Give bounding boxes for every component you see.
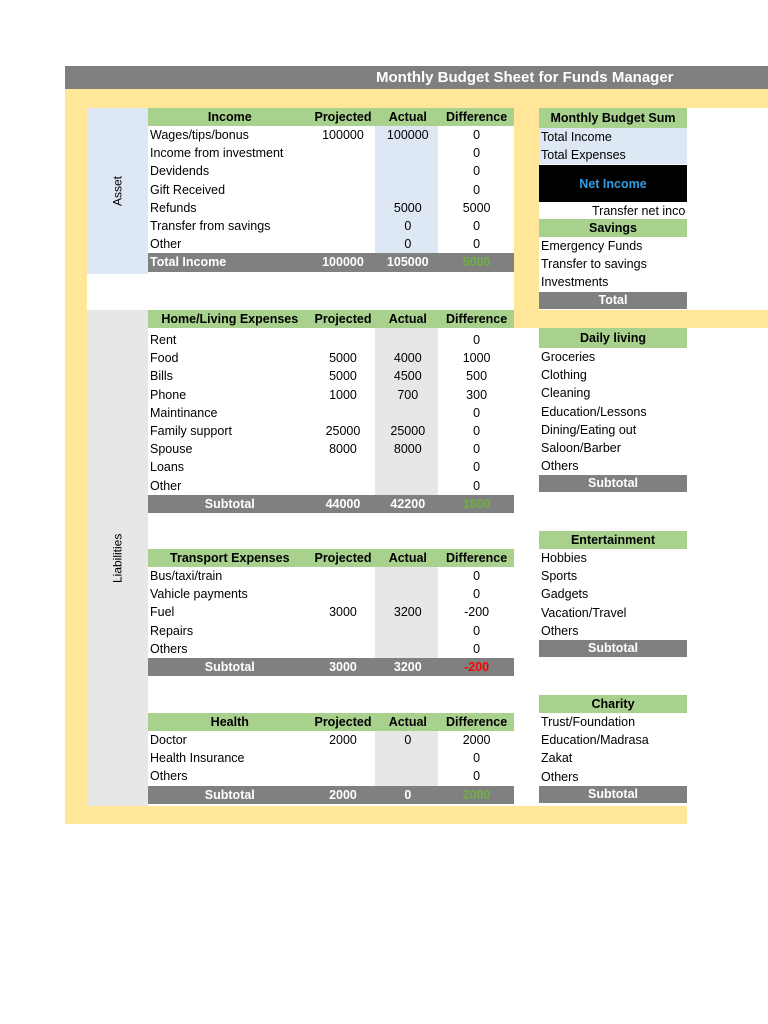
row-difference: 0 [473,641,481,656]
row-projected [310,144,377,162]
row-label: Food [150,351,179,366]
actual-header: Actual [388,715,427,729]
list-item: Others [541,769,579,784]
entertainment-header: Entertainment [539,531,687,549]
health-header: Health [210,715,249,729]
subtotal-difference: 2000 [462,787,491,802]
row-difference: 0 [473,405,481,420]
subtotal-projected: 44000 [325,496,361,511]
table-row [148,367,514,385]
row-actual [376,181,439,199]
row-actual: 25000 [390,423,426,438]
savings-panel [539,219,687,309]
home-table [148,310,514,513]
row-projected [310,199,377,217]
row-difference: 0 [473,128,481,142]
table-row [148,217,514,235]
table-row [148,440,514,458]
row-projected [310,331,377,349]
row-label: Others [150,769,188,784]
row-difference: 0 [473,623,481,638]
transport-header: Transport Expenses [170,551,290,565]
subtotal-label: Subtotal [204,787,255,802]
list-item: Saloon/Barber [541,440,621,455]
row-label: Health Insurance [150,751,245,766]
row-actual: 4000 [393,351,422,366]
row-actual [376,640,439,658]
total-income-label: Total Income [150,255,227,270]
home-header-row [148,310,514,328]
row-difference: 0 [473,569,481,583]
row-label: Doctor [150,733,187,747]
total-projected: 100000 [322,255,364,270]
row-difference: 500 [466,369,488,384]
table-row [148,181,514,199]
row-actual [376,767,439,785]
projected-header: Projected [314,312,372,326]
liabilities-band [87,310,148,806]
list-item: Emergency Funds [541,239,643,253]
row-projected: 25000 [325,423,361,438]
row-difference: 5000 [462,200,491,215]
frame-left [65,89,87,824]
row-projected: 100000 [322,128,364,142]
row-difference: -200 [464,605,490,620]
row-difference: 0 [473,218,481,233]
list-item: Sports [541,569,578,584]
transport-subtotal-row [148,658,514,676]
row-label: Transfer from savings [150,218,271,233]
table-row [148,199,514,217]
row-label: Rent [150,333,177,347]
table-row [148,386,514,404]
total-difference: 5000 [462,255,491,270]
actual-header: Actual [388,312,427,326]
row-projected: 5000 [329,369,357,384]
subtotal-difference: -200 [464,659,490,674]
row-difference: 0 [473,237,481,252]
row-actual [376,458,439,476]
charity-header: Charity [539,695,687,713]
charity-subtotal: Subtotal [539,786,687,803]
row-projected [310,404,377,422]
difference-header: Difference [446,715,508,729]
home-rows [148,328,514,495]
row-label: Vahicle payments [150,587,248,602]
row-actual [376,404,439,422]
transport-header-row [148,549,514,567]
list-item: Education/Madrasa [541,733,649,748]
row-actual: 4500 [393,369,422,384]
entertainment-panel [539,531,687,657]
list-item: Investments [541,275,609,290]
net-income-label: Net Income [579,176,647,191]
row-actual: 8000 [393,442,422,457]
row-actual: 0 [404,733,412,747]
daily-items [539,348,687,475]
row-difference: 1000 [462,351,491,366]
row-difference: 0 [473,423,481,438]
table-row [148,622,514,640]
row-difference: 2000 [462,733,491,747]
income-header-row [148,108,514,126]
summary-total-income: Total Income [539,128,687,146]
table-row [148,144,514,162]
row-label: Loans [150,460,185,475]
row-actual: 0 [404,218,412,233]
asset-label: Asset [110,176,125,207]
table-row [148,458,514,476]
row-actual: 3200 [393,605,422,620]
subtotal-actual: 0 [404,787,412,802]
row-projected: 8000 [329,442,357,457]
row-label: Gift Received [150,182,226,197]
row-label: Others [150,641,188,656]
row-difference: 0 [473,164,481,179]
row-label: Refunds [150,200,197,215]
health-table [148,713,514,804]
frame-mid-band [514,310,768,328]
row-label: Bus/taxi/train [150,569,223,583]
health-header-row [148,713,514,731]
subtotal-actual: 42200 [390,496,426,511]
row-actual: 5000 [393,200,422,215]
row-projected: 2000 [329,733,357,747]
row-label: Family support [150,423,232,438]
row-label: Spouse [150,442,193,457]
table-row [148,567,514,585]
total-actual: 105000 [386,255,429,270]
row-difference: 0 [473,146,481,161]
daily-subtotal: Subtotal [539,475,687,492]
list-item: Hobbies [541,551,587,565]
row-difference: 0 [473,442,481,457]
entertainment-items [539,549,687,640]
home-subtotal-row [148,495,514,513]
transport-table [148,549,514,676]
row-difference: 0 [473,478,481,493]
row-actual [376,331,439,349]
list-item: Dining/Eating out [541,422,637,437]
row-projected [310,749,377,767]
savings-header: Savings [539,219,687,237]
row-actual: 0 [404,237,412,252]
row-projected: 5000 [329,351,357,366]
row-actual [376,162,439,180]
row-label: Repairs [150,623,194,638]
row-projected [310,217,377,235]
row-label: Other [150,237,182,252]
transport-rows [148,567,514,658]
frame-mid-right [514,89,539,328]
list-item: Groceries [541,350,596,364]
table-row [148,603,514,621]
liabilities-label: Liabilities [110,533,125,583]
subtotal-actual: 3200 [393,659,422,674]
row-difference: 0 [473,769,481,784]
row-label: Devidends [150,164,210,179]
asset-band [87,108,148,274]
subtotal-projected: 2000 [329,787,357,802]
list-item: Trust/Foundation [541,715,636,729]
row-actual [376,144,439,162]
income-rows [148,126,514,253]
subtotal-projected: 3000 [329,659,357,674]
row-projected [310,640,377,658]
row-difference: 0 [473,751,481,766]
frame-bottom [65,806,687,824]
list-item: Clothing [541,368,587,383]
row-label: Fuel [150,605,175,620]
subtotal-difference: 1800 [462,496,491,511]
summary-total-expenses: Total Expenses [539,146,687,164]
difference-header: Difference [446,312,508,326]
income-header: Income [207,110,252,124]
row-actual [376,477,439,495]
frame-top [65,89,768,108]
projected-header: Projected [314,715,372,729]
row-projected [310,767,377,785]
row-projected [310,567,377,585]
table-row [148,126,514,144]
row-difference: 0 [473,182,481,197]
table-row [148,731,514,749]
row-projected [310,181,377,199]
summary-transfer: Transfer net inco [592,204,686,219]
projected-header: Projected [314,551,372,565]
row-projected [310,585,377,603]
row-projected [310,622,377,640]
projected-header: Projected [314,110,372,124]
row-label: Income from investment [150,146,284,161]
list-item: Education/Lessons [541,404,647,419]
daily-header: Daily living [539,328,687,348]
row-actual: 700 [397,387,419,402]
row-difference: 0 [473,333,481,347]
savings-total: Total [539,292,687,309]
table-row [148,349,514,367]
table-row [148,640,514,658]
list-item: Others [541,459,579,474]
actual-header: Actual [388,551,427,565]
table-row [148,749,514,767]
subtotal-label: Subtotal [204,496,255,511]
list-item: Cleaning [541,386,591,401]
health-rows [148,731,514,786]
row-actual [376,622,439,640]
entertainment-subtotal: Subtotal [539,640,687,657]
row-actual: 100000 [386,128,429,142]
row-label: Phone [150,387,187,402]
charity-items [539,713,687,786]
table-row [148,404,514,422]
sheet-title: Monthly Budget Sheet for Funds Manager [65,66,768,89]
row-difference: 0 [473,587,481,602]
row-label: Bills [150,369,173,384]
row-projected: 3000 [329,605,357,620]
row-projected [310,162,377,180]
daily-panel [539,328,687,492]
row-projected: 1000 [329,387,357,402]
row-actual [376,585,439,603]
list-item: Vacation/Travel [541,605,627,620]
health-subtotal-row [148,786,514,804]
summary-header: Monthly Budget Sum [539,108,687,128]
table-row [148,767,514,785]
income-table [148,108,514,272]
row-actual [376,567,439,585]
table-row [148,162,514,180]
difference-header: Difference [446,110,508,124]
row-difference: 0 [473,460,481,475]
table-row [148,422,514,440]
subtotal-label: Subtotal [204,659,255,674]
list-item: Transfer to savings [541,257,647,272]
difference-header: Difference [446,551,508,565]
row-projected [310,477,377,495]
savings-items [539,237,687,292]
row-actual [376,749,439,767]
row-label: Other [150,478,182,493]
row-projected [310,235,377,253]
list-item: Gadgets [541,587,589,602]
summary-panel [539,108,687,221]
list-item: Others [541,623,579,638]
table-row [148,235,514,253]
row-label: Maintinance [150,405,218,420]
row-label: Wages/tips/bonus [150,128,249,142]
table-row [148,331,514,349]
list-item: Zakat [541,751,573,766]
table-row [148,585,514,603]
home-header: Home/Living Expenses [161,312,299,326]
row-difference: 300 [466,387,488,402]
actual-header: Actual [388,110,427,124]
net-income-box [539,165,687,202]
table-row [148,477,514,495]
charity-panel [539,695,687,803]
row-projected [310,458,377,476]
income-total-row [148,253,514,271]
